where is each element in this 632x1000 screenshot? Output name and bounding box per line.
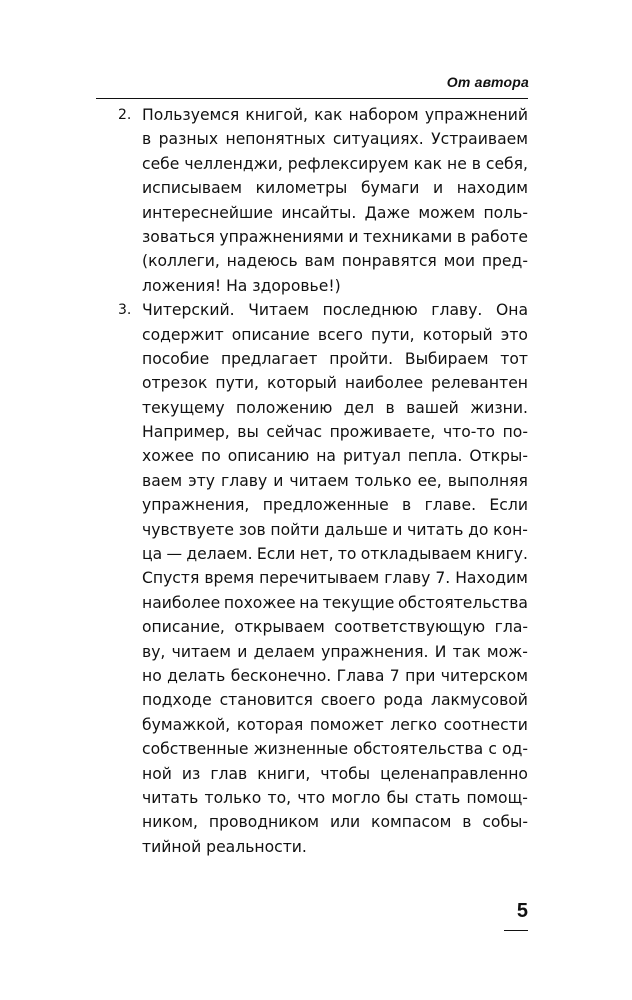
text-line: тийной реальности.	[142, 837, 307, 856]
word: и	[348, 227, 359, 246]
word: понравятся	[341, 252, 437, 271]
word: компасом	[371, 813, 452, 832]
word: чувствуете	[142, 520, 234, 539]
list-item-2	[110, 103, 528, 298]
text-line	[142, 518, 528, 542]
word: книгой,	[245, 106, 308, 124]
word: непонятных	[225, 130, 326, 149]
text-line	[142, 786, 528, 810]
word: которая	[236, 715, 304, 734]
word: и	[273, 471, 284, 490]
word: и	[433, 179, 444, 198]
word: —	[166, 545, 183, 564]
word: дел	[343, 398, 375, 417]
word: откладываем	[360, 545, 472, 564]
word: помощ-	[466, 788, 528, 807]
word: рода	[383, 691, 424, 710]
word: на	[299, 593, 319, 612]
word: пособие	[142, 349, 210, 368]
text-line	[142, 152, 528, 176]
text-line	[142, 347, 528, 371]
word: пойти	[270, 520, 320, 539]
word: главу	[221, 471, 268, 490]
word: что-то	[442, 423, 496, 442]
word: себе	[142, 154, 180, 173]
word: Она	[495, 301, 528, 320]
word: бы	[386, 788, 409, 807]
word: пепла.	[407, 447, 463, 466]
word: километры	[255, 179, 348, 198]
paragraph	[142, 103, 528, 298]
word: интереснейшие	[142, 203, 273, 222]
text-line	[142, 396, 528, 420]
text-line	[142, 298, 528, 322]
word: до	[468, 520, 489, 539]
word: обстоятельства	[353, 740, 484, 759]
word: время	[204, 569, 255, 588]
word: Выбираем	[404, 349, 489, 368]
word: но	[142, 666, 162, 685]
word: своего	[320, 691, 376, 710]
word: 7	[389, 666, 400, 685]
word: хожее	[142, 447, 195, 466]
word: по	[201, 447, 221, 466]
word: перечитываем	[259, 569, 380, 588]
word: мож-	[486, 642, 528, 661]
word: упражнения,	[142, 496, 250, 515]
word: тот	[500, 349, 528, 368]
word: Глава	[336, 666, 385, 685]
word: упражнения.	[321, 642, 429, 661]
text-line	[142, 225, 528, 249]
word: только	[354, 471, 412, 490]
word: отрезок	[142, 374, 208, 393]
word: пройти.	[329, 349, 394, 368]
word: не	[447, 154, 467, 173]
word: исписываем	[142, 179, 243, 198]
word: разных	[158, 130, 219, 149]
word: в	[462, 813, 472, 832]
word: или	[329, 813, 361, 832]
word: становится	[219, 691, 313, 710]
text-line	[142, 762, 528, 786]
word: в	[402, 496, 412, 515]
word: по-	[502, 423, 528, 442]
word: собственные	[142, 740, 249, 759]
word: положению	[236, 398, 333, 417]
text-line	[142, 688, 528, 712]
word: нет,	[299, 545, 334, 564]
paragraph	[142, 298, 528, 859]
word: на	[316, 447, 336, 466]
word: содержит	[142, 325, 224, 344]
word: находим	[456, 179, 528, 198]
text-line	[142, 103, 528, 127]
text-line	[142, 371, 528, 395]
word: могло	[331, 788, 381, 807]
word: Спустя	[142, 569, 200, 588]
body-text	[110, 103, 528, 859]
word: наиболее	[344, 374, 424, 393]
text-line	[142, 713, 528, 737]
word: Находим	[455, 569, 528, 588]
word: И	[434, 642, 447, 661]
list-item-3	[110, 298, 528, 859]
word: ца	[142, 545, 163, 564]
word: обстоятельства	[397, 593, 528, 612]
word: и	[237, 642, 248, 661]
text-line	[142, 493, 528, 517]
word: пред-	[481, 252, 528, 271]
word: упражнений	[424, 106, 528, 124]
word: вашей	[406, 398, 459, 417]
word: который	[266, 374, 337, 393]
word: открываем	[234, 618, 325, 637]
word: эту	[188, 471, 216, 490]
word: проводником	[208, 813, 320, 832]
word: техниками	[363, 227, 453, 246]
word: собы-	[482, 813, 528, 832]
word: поль-	[483, 203, 528, 222]
word: дальше	[324, 520, 388, 539]
word: вам	[304, 252, 335, 271]
word: инсайты.	[281, 203, 357, 222]
word: Например,	[142, 423, 230, 442]
word: глав	[210, 764, 248, 783]
word: книги,	[257, 764, 311, 783]
word: рефлексируем	[287, 154, 409, 173]
word: бесконечно.	[230, 666, 332, 685]
word: это	[500, 325, 528, 344]
word: читать	[407, 520, 464, 539]
text-line	[142, 566, 528, 590]
word: Устраиваем	[431, 130, 528, 149]
word: подходе	[142, 691, 212, 710]
header-rule	[96, 98, 528, 99]
word: ситуациях.	[332, 130, 424, 149]
word: зов	[238, 520, 266, 539]
word: бумажкой,	[142, 715, 231, 734]
text-line: ложения! На здоровье!)	[142, 276, 341, 295]
word: ной	[142, 764, 172, 783]
word: ритуал	[343, 447, 401, 466]
word: наиболее	[142, 593, 221, 612]
text-line	[142, 737, 528, 761]
word: книгу.	[475, 545, 528, 564]
word: из	[181, 764, 201, 783]
word: бумаги	[360, 179, 420, 198]
text-line	[142, 591, 528, 615]
word: главу.	[431, 301, 483, 320]
word: который	[422, 325, 493, 344]
word: упражнениями	[219, 227, 344, 246]
word: сейчас	[266, 423, 323, 442]
word: набором	[348, 106, 419, 124]
word: (коллеги,	[142, 252, 220, 271]
word: что	[297, 788, 326, 807]
word: ее,	[417, 471, 442, 490]
page-number: 5	[516, 900, 528, 922]
word: читаем	[171, 642, 231, 661]
word: гла-	[494, 618, 528, 637]
word: соотнести	[443, 715, 528, 734]
word: Если	[256, 545, 296, 564]
text-line	[142, 640, 528, 664]
word: предлагает	[220, 349, 318, 368]
word: всего	[317, 325, 363, 344]
word: Даже	[364, 203, 411, 222]
text-line	[142, 469, 528, 493]
word: описанию	[227, 447, 310, 466]
text-line	[142, 127, 528, 151]
word: можем	[418, 203, 476, 222]
word: 7.	[435, 569, 451, 588]
word: соответствующую	[334, 618, 486, 637]
word: текущие	[322, 593, 395, 612]
word: лакмусовой	[431, 691, 528, 710]
word: себя,	[485, 154, 528, 173]
word: поможет	[309, 715, 384, 734]
running-head: От автора	[446, 74, 529, 90]
word: легко	[390, 715, 438, 734]
word: пути,	[215, 374, 259, 393]
text-line	[142, 323, 528, 347]
word: только	[204, 788, 262, 807]
text-line	[142, 542, 528, 566]
word: выполняя	[447, 471, 528, 490]
word: ником,	[142, 813, 199, 832]
word: и	[392, 520, 403, 539]
word: как	[413, 154, 443, 173]
list-number: 2.	[118, 107, 132, 123]
text-line	[142, 420, 528, 444]
word: челленджи,	[184, 154, 283, 173]
word: читать	[142, 788, 199, 807]
word: работе	[470, 227, 528, 246]
word: так	[452, 642, 481, 661]
word: од-	[502, 740, 528, 759]
word: зоваться	[142, 227, 215, 246]
word: в	[471, 154, 481, 173]
word: ву,	[142, 642, 166, 661]
word: в	[456, 227, 467, 246]
word: текущему	[142, 398, 225, 417]
word: то,	[267, 788, 292, 807]
word: как	[314, 106, 343, 124]
word: похожее	[223, 593, 296, 612]
word: описание	[231, 325, 310, 344]
word: в	[385, 398, 395, 417]
text-line	[142, 249, 528, 273]
word: надеюсь	[226, 252, 298, 271]
word: делаем.	[186, 545, 253, 564]
word: проживаете,	[329, 423, 436, 442]
text-line	[142, 444, 528, 468]
word: жизненные	[253, 740, 349, 759]
word: читерском	[440, 666, 528, 685]
text-line	[142, 176, 528, 200]
word: стать	[414, 788, 461, 807]
text-line	[142, 664, 528, 688]
word: чтобы	[320, 764, 371, 783]
text-line	[142, 201, 528, 225]
word: предложенные	[262, 496, 389, 515]
word: делаем	[253, 642, 315, 661]
word: делать	[167, 666, 226, 685]
list-number: 3.	[118, 302, 132, 319]
word: то	[337, 545, 357, 564]
word: мои	[443, 252, 476, 271]
word: жизни.	[470, 398, 528, 417]
word: целенаправленно	[380, 764, 528, 783]
word: кон-	[493, 520, 528, 539]
word: последнюю	[322, 301, 418, 320]
word: при	[405, 666, 436, 685]
word: релевантен	[431, 374, 528, 393]
word: вы	[237, 423, 259, 442]
text-line	[142, 810, 528, 834]
word: ваем	[142, 471, 183, 490]
word: с	[488, 740, 497, 759]
word: Пользуемся	[142, 106, 240, 124]
word: Откры-	[469, 447, 528, 466]
word: Если	[489, 496, 528, 515]
word: главу	[384, 569, 431, 588]
word: читаем	[289, 471, 349, 490]
word: пути,	[371, 325, 415, 344]
word: Читерский.	[142, 301, 235, 320]
page-number-rule	[504, 930, 528, 931]
word: Читаем	[248, 301, 310, 320]
word: описание,	[142, 618, 225, 637]
text-line	[142, 615, 528, 639]
word: в	[142, 130, 152, 149]
word: главе.	[424, 496, 477, 515]
